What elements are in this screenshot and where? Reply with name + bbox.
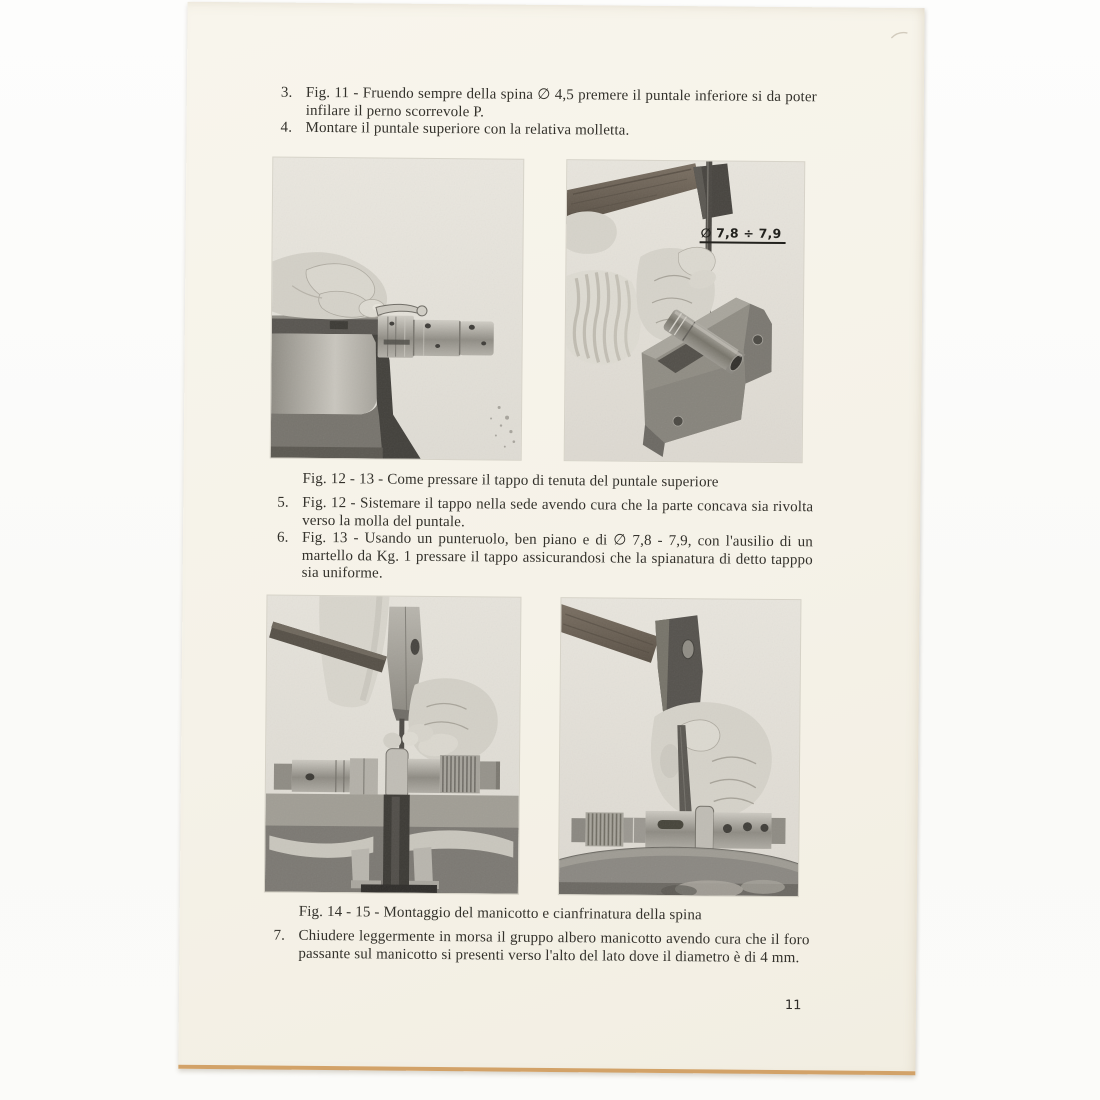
step-item-7: [273, 928, 809, 968]
step-text: Fig. 11 - Fruendo sempre della spina ∅ 4,5 premere il puntale inferiore si da poter infilare il perno scorrevole P.: [305, 84, 817, 120]
step-item-5: [277, 495, 813, 535]
step-list-bottom: [273, 928, 809, 968]
step-item-3: [281, 85, 817, 125]
figure-14-photo: [265, 596, 521, 894]
manual-page: [178, 2, 924, 1075]
step-list-middle: [277, 495, 814, 587]
step-number: 5.: [277, 494, 289, 511]
page-number: 11: [784, 998, 802, 1014]
pencil-mark: [889, 28, 909, 42]
caption-fig12-13: Fig. 12 - 13 - Come pressare il tappo di tenuta del puntale superiore: [302, 470, 719, 491]
caption-fig14-15: Fig. 14 - 15 - Montaggio del manicotto e cianfrinatura della spina: [298, 903, 702, 924]
step-number: 3.: [280, 84, 293, 101]
step-text: Montare il puntale superiore con la relativa molletta.: [305, 119, 630, 139]
fig15-hammer-scene: [559, 598, 801, 896]
fig13-punch-scene: [565, 160, 805, 462]
fig14-hammer-scene: [265, 596, 521, 894]
step-text: Fig. 12 - Sistemare il tappo nella sede avendo cura che la parte concava sia rivolta verso la molla del puntale.: [302, 494, 814, 530]
step-item-6: [277, 530, 813, 587]
diameter-annotation: ∅ 7,8 ÷ 7,9: [700, 225, 786, 244]
step-number: 4.: [280, 119, 293, 136]
step-text: Chiudere leggermente in morsa il gruppo albero manicotto avendo cura che il foro passante sul manicotto si presenti verso l'alto del lato dove il diametro è di 4 mm.: [298, 927, 810, 966]
step-number: 7.: [273, 927, 286, 944]
step-list-top: [280, 85, 816, 142]
fig12-pressing-scene: [271, 158, 524, 460]
figure-15-photo: [559, 598, 801, 896]
step-text: Fig. 13 - Usando un punteruolo, ben piano e di ∅ 7,8 - 7,9, con l'ausilio di un martello da Kg. 1 pressare il tappo assicurandosi che la spianatura di detto tapppo sia uniforme.: [301, 529, 814, 582]
step-number: 6.: [276, 529, 289, 546]
figure-12-photo: [271, 158, 524, 460]
step-item-4: [280, 120, 816, 142]
figure-13-photo: [565, 160, 805, 462]
